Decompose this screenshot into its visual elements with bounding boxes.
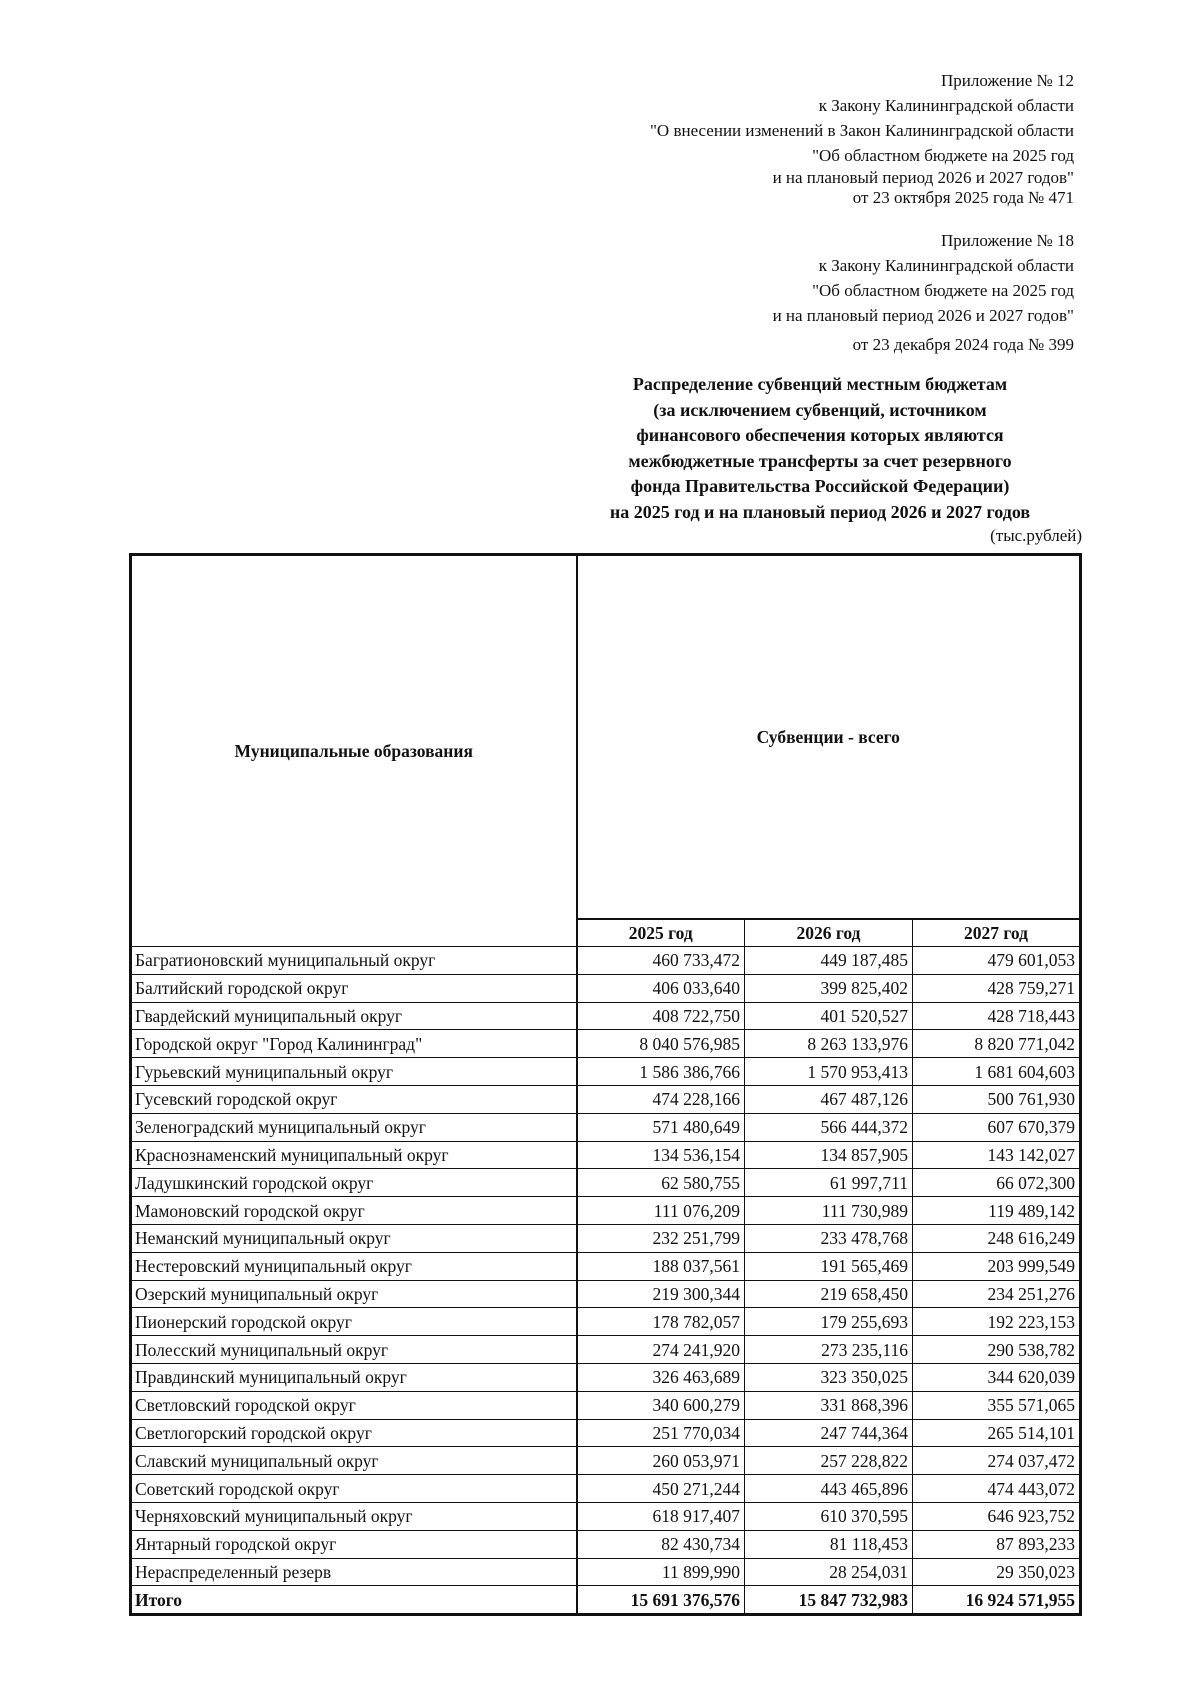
- value-2025-cell: 474 228,166: [577, 1085, 745, 1113]
- table-row: [131, 1197, 1081, 1225]
- value-2026-cell: 566 444,372: [745, 1113, 913, 1141]
- column-header-subventions: Субвенции - всего: [577, 555, 1081, 920]
- value-2027-cell: 607 670,379: [913, 1113, 1081, 1141]
- header-line: Приложение № 18: [941, 231, 1074, 250]
- value-2027-cell: 8 820 771,042: [913, 1030, 1081, 1058]
- year-header-2027: 2027 год: [913, 919, 1081, 947]
- value-2025-cell: 62 580,755: [577, 1169, 745, 1197]
- value-2025-cell: 450 271,244: [577, 1475, 745, 1503]
- table-row: [131, 1002, 1081, 1030]
- table-row: [131, 1280, 1081, 1308]
- value-2025-cell: 340 600,279: [577, 1391, 745, 1419]
- value-2026-cell: 219 658,450: [745, 1280, 913, 1308]
- value-2027-cell: 428 759,271: [913, 974, 1081, 1002]
- column-header-municipal: Муниципальные образования: [131, 555, 577, 947]
- value-2026-cell: 179 255,693: [745, 1308, 913, 1336]
- header-line: "Об областном бюджете на 2025 год: [812, 281, 1074, 300]
- value-2026-cell: 443 465,896: [745, 1475, 913, 1503]
- value-2026-cell: 399 825,402: [745, 974, 913, 1002]
- municipality-name-cell: Балтийский городской округ: [131, 974, 577, 1002]
- value-2027-cell: 274 037,472: [913, 1447, 1081, 1475]
- table-row: [131, 1363, 1081, 1391]
- value-2026-cell: 15 847 732,983: [745, 1586, 913, 1615]
- value-2026-cell: 449 187,485: [745, 947, 913, 975]
- header-line: к Закону Калининградской области: [818, 96, 1074, 115]
- value-2027-cell: 87 893,233: [913, 1530, 1081, 1558]
- table-row: [131, 1058, 1081, 1086]
- value-2025-cell: 219 300,344: [577, 1280, 745, 1308]
- unit-label: (тыс.рублей): [990, 526, 1082, 545]
- header-line: Приложение № 12: [941, 71, 1074, 90]
- value-2027-cell: 203 999,549: [913, 1252, 1081, 1280]
- table-row: [131, 1419, 1081, 1447]
- table-row: [131, 1030, 1081, 1058]
- header-line: от 23 октября 2025 года № 471: [852, 188, 1074, 207]
- value-2026-cell: 257 228,822: [745, 1447, 913, 1475]
- value-2025-cell: 274 241,920: [577, 1336, 745, 1364]
- value-2025-cell: 571 480,649: [577, 1113, 745, 1141]
- header-line: от 23 декабря 2024 года № 399: [852, 335, 1074, 354]
- table-row: [131, 1475, 1081, 1503]
- title-line: на 2025 год и на плановый период 2026 и 2027 годов: [609, 501, 1031, 522]
- subventions-table: [129, 553, 1082, 1616]
- header-line: и на плановый период 2026 и 2027 годов": [772, 306, 1074, 325]
- value-2027-cell: 234 251,276: [913, 1280, 1081, 1308]
- appendix-12-header: [650, 68, 1074, 208]
- year-header-2025: 2025 год: [577, 919, 745, 947]
- header-line: "Об областном бюджете на 2025 год: [812, 146, 1074, 165]
- value-2025-cell: 15 691 376,576: [577, 1586, 745, 1615]
- municipality-name-cell: Правдинский муниципальный округ: [131, 1363, 577, 1391]
- value-2026-cell: 467 487,126: [745, 1085, 913, 1113]
- value-2027-cell: 344 620,039: [913, 1363, 1081, 1391]
- table-row: [131, 947, 1081, 975]
- value-2027-cell: 646 923,752: [913, 1502, 1081, 1530]
- municipality-name-cell: Гурьевский муниципальный округ: [131, 1058, 577, 1086]
- table-row: [131, 974, 1081, 1002]
- value-2027-cell: 248 616,249: [913, 1224, 1081, 1252]
- value-2027-cell: 265 514,101: [913, 1419, 1081, 1447]
- value-2025-cell: 232 251,799: [577, 1224, 745, 1252]
- value-2025-cell: 618 917,407: [577, 1502, 745, 1530]
- value-2026-cell: 1 570 953,413: [745, 1058, 913, 1086]
- header-line: "О внесении изменений в Закон Калининградской области: [649, 121, 1074, 140]
- appendix-18-header: [773, 228, 1074, 357]
- value-2027-cell: 119 489,142: [913, 1197, 1081, 1225]
- table-row: [131, 1141, 1081, 1169]
- municipality-name-cell: Гвардейский муниципальный округ: [131, 1002, 577, 1030]
- document-title: [560, 372, 1080, 525]
- table-row: [131, 1113, 1081, 1141]
- municipality-name-cell: Городской округ "Город Калининград": [131, 1030, 577, 1058]
- value-2025-cell: 11 899,990: [577, 1558, 745, 1586]
- value-2027-cell: 66 072,300: [913, 1169, 1081, 1197]
- municipality-name-cell: Черняховский муниципальный округ: [131, 1502, 577, 1530]
- value-2025-cell: 326 463,689: [577, 1363, 745, 1391]
- value-2026-cell: 111 730,989: [745, 1197, 913, 1225]
- value-2027-cell: 500 761,930: [913, 1085, 1081, 1113]
- municipality-name-cell: Мамоновский городской округ: [131, 1197, 577, 1225]
- value-2027-cell: 479 601,053: [913, 947, 1081, 975]
- value-2025-cell: 178 782,057: [577, 1308, 745, 1336]
- year-header-2026: 2026 год: [745, 919, 913, 947]
- value-2027-cell: 428 718,443: [913, 1002, 1081, 1030]
- municipality-name-cell: Светлогорский городской округ: [131, 1419, 577, 1447]
- value-2027-cell: 29 350,023: [913, 1558, 1081, 1586]
- table-row: [131, 1447, 1081, 1475]
- value-2027-cell: 16 924 571,955: [913, 1586, 1081, 1615]
- municipality-name-cell: Итого: [131, 1586, 577, 1615]
- municipality-name-cell: Гусевский городской округ: [131, 1085, 577, 1113]
- value-2026-cell: 81 118,453: [745, 1530, 913, 1558]
- table-row: [131, 1252, 1081, 1280]
- municipality-name-cell: Озерский муниципальный округ: [131, 1280, 577, 1308]
- municipality-name-cell: Краснознаменский муниципальный округ: [131, 1141, 577, 1169]
- total-row: [131, 1586, 1081, 1615]
- value-2026-cell: 401 520,527: [745, 1002, 913, 1030]
- title-line: Распределение субвенций местным бюджетам: [632, 374, 1008, 394]
- value-2026-cell: 610 370,595: [745, 1502, 913, 1530]
- value-2025-cell: 82 430,734: [577, 1530, 745, 1558]
- header-line: к Закону Калининградской области: [818, 256, 1074, 275]
- value-2025-cell: 460 733,472: [577, 947, 745, 975]
- municipality-name-cell: Славский муниципальный округ: [131, 1447, 577, 1475]
- value-2027-cell: 355 571,065: [913, 1391, 1081, 1419]
- value-2025-cell: 406 033,640: [577, 974, 745, 1002]
- value-2026-cell: 28 254,031: [745, 1558, 913, 1586]
- value-2025-cell: 408 722,750: [577, 1002, 745, 1030]
- header-line: и на плановый период 2026 и 2027 годов": [772, 168, 1074, 187]
- value-2026-cell: 273 235,116: [745, 1336, 913, 1364]
- municipality-name-cell: Советский городской округ: [131, 1475, 577, 1503]
- value-2027-cell: 192 223,153: [913, 1308, 1081, 1336]
- value-2026-cell: 134 857,905: [745, 1141, 913, 1169]
- municipality-name-cell: Светловский городской округ: [131, 1391, 577, 1419]
- value-2027-cell: 1 681 604,603: [913, 1058, 1081, 1086]
- value-2026-cell: 323 350,025: [745, 1363, 913, 1391]
- table-row: [131, 1391, 1081, 1419]
- table-row: [131, 1558, 1081, 1586]
- value-2025-cell: 134 536,154: [577, 1141, 745, 1169]
- title-line: финансового обеспечения которых являются: [636, 425, 1004, 445]
- title-line: фонда Правительства Российской Федерации): [630, 476, 1010, 496]
- table-row: [131, 1169, 1081, 1197]
- table-row: [131, 1530, 1081, 1558]
- value-2026-cell: 61 997,711: [745, 1169, 913, 1197]
- municipality-name-cell: Ладушкинский городской округ: [131, 1169, 577, 1197]
- municipality-name-cell: Багратионовский муниципальный округ: [131, 947, 577, 975]
- municipality-name-cell: Полесский муниципальный округ: [131, 1336, 577, 1364]
- value-2025-cell: 251 770,034: [577, 1419, 745, 1447]
- table-row: [131, 1502, 1081, 1530]
- value-2026-cell: 247 744,364: [745, 1419, 913, 1447]
- title-line: (за исключением субвенций, источником: [653, 399, 987, 420]
- value-2025-cell: 8 040 576,985: [577, 1030, 745, 1058]
- value-2025-cell: 188 037,561: [577, 1252, 745, 1280]
- municipality-name-cell: Пионерский городской округ: [131, 1308, 577, 1336]
- title-line: межбюджетные трансферты за счет резервного: [628, 450, 1012, 471]
- value-2026-cell: 191 565,469: [745, 1252, 913, 1280]
- value-2027-cell: 474 443,072: [913, 1475, 1081, 1503]
- table-row: [131, 1224, 1081, 1252]
- value-2026-cell: 331 868,396: [745, 1391, 913, 1419]
- value-2025-cell: 111 076,209: [577, 1197, 745, 1225]
- table-row: [131, 1308, 1081, 1336]
- table-row: [131, 1085, 1081, 1113]
- value-2026-cell: 8 263 133,976: [745, 1030, 913, 1058]
- value-2026-cell: 233 478,768: [745, 1224, 913, 1252]
- table-row: [131, 1336, 1081, 1364]
- municipality-name-cell: Нестеровский муниципальный округ: [131, 1252, 577, 1280]
- value-2027-cell: 143 142,027: [913, 1141, 1081, 1169]
- municipality-name-cell: Неманский муниципальный округ: [131, 1224, 577, 1252]
- municipality-name-cell: Янтарный городской округ: [131, 1530, 577, 1558]
- municipality-name-cell: Зеленоградский муниципальный округ: [131, 1113, 577, 1141]
- value-2025-cell: 260 053,971: [577, 1447, 745, 1475]
- value-2025-cell: 1 586 386,766: [577, 1058, 745, 1086]
- municipality-name-cell: Нераспределенный резерв: [131, 1558, 577, 1586]
- value-2027-cell: 290 538,782: [913, 1336, 1081, 1364]
